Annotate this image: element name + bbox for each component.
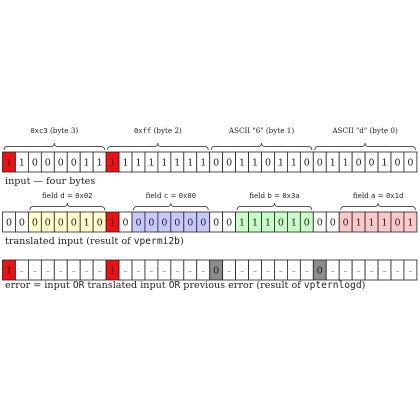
bit-placeholder: – xyxy=(278,266,283,276)
brace xyxy=(237,203,312,210)
bit-placeholder: – xyxy=(227,266,232,276)
bit-value: 1 xyxy=(290,157,297,169)
bit-value: 1 xyxy=(252,217,259,229)
bit-value: 1 xyxy=(18,157,25,169)
bit-value: 1 xyxy=(5,265,12,277)
bit-value: 0 xyxy=(187,217,194,229)
bit-value: 1 xyxy=(83,157,90,169)
bit-value: 0 xyxy=(44,217,51,229)
bit-placeholder: – xyxy=(149,266,154,276)
bit-value: 0 xyxy=(213,157,220,169)
bit-value: 1 xyxy=(342,157,349,169)
bit-value: 0 xyxy=(96,217,103,229)
bit-value: 0 xyxy=(135,217,142,229)
bit-value: 1 xyxy=(109,265,116,277)
bit-value: 0 xyxy=(342,217,349,229)
bit-value: 0 xyxy=(31,217,38,229)
bit-value: 0 xyxy=(368,157,375,169)
bit-value: 0 xyxy=(394,157,401,169)
brace xyxy=(341,203,416,210)
bit-value: 0 xyxy=(226,217,233,229)
bit-placeholder: – xyxy=(45,266,50,276)
brace-label: 0xc3 (byte 3) xyxy=(30,126,79,135)
row-caption: error = input OR translated input OR previous error (result of vpternlogd) xyxy=(5,280,366,291)
brace xyxy=(315,143,416,150)
bit-value: 0 xyxy=(316,265,323,277)
bit-placeholder: – xyxy=(395,266,400,276)
bit-value: 0 xyxy=(213,217,220,229)
bit-placeholder: – xyxy=(369,266,374,276)
bit-value: 0 xyxy=(355,157,362,169)
brace xyxy=(134,203,209,210)
bit-placeholder: – xyxy=(240,266,245,276)
bit-value: 0 xyxy=(57,217,64,229)
bit-value: 1 xyxy=(381,157,388,169)
bit-value: 0 xyxy=(226,157,233,169)
bit-placeholder: – xyxy=(330,266,335,276)
bit-value: 0 xyxy=(5,217,12,229)
bit-value: 0 xyxy=(277,217,284,229)
bit-value: 1 xyxy=(239,157,246,169)
bit-placeholder: – xyxy=(97,266,102,276)
bit-value: 0 xyxy=(57,157,64,169)
bit-placeholder: – xyxy=(343,266,348,276)
bit-value: 1 xyxy=(239,217,246,229)
bit-placeholder: – xyxy=(408,266,413,276)
bit-value: 1 xyxy=(109,157,116,169)
bit-placeholder: – xyxy=(19,266,24,276)
brace xyxy=(108,143,209,150)
bit-placeholder: – xyxy=(162,266,167,276)
bit-value: 1 xyxy=(96,157,103,169)
bit-value: 0 xyxy=(200,217,207,229)
bit-value: 1 xyxy=(355,217,362,229)
bit-value: 0 xyxy=(18,217,25,229)
bit-placeholder: – xyxy=(84,266,89,276)
row-caption: translated input (result of vpermi2b) xyxy=(5,236,184,247)
bit-value: 0 xyxy=(394,217,401,229)
bit-value: 1 xyxy=(200,157,207,169)
bit-value: 1 xyxy=(329,157,336,169)
bit-value: 1 xyxy=(161,157,168,169)
brace-label: ASCII "6" (byte 1) xyxy=(228,126,295,135)
bit-value: 0 xyxy=(264,157,271,169)
bit-placeholder: – xyxy=(175,266,180,276)
bit-value: 1 xyxy=(122,157,129,169)
bit-value: 0 xyxy=(174,217,181,229)
bit-placeholder: – xyxy=(304,266,309,276)
bit-value: 1 xyxy=(174,157,181,169)
error-row xyxy=(3,260,417,291)
bit-value: 1 xyxy=(264,217,271,229)
bit-value: 1 xyxy=(381,217,388,229)
bit-placeholder: – xyxy=(265,266,270,276)
bit-value: 1 xyxy=(83,217,90,229)
bit-placeholder: – xyxy=(253,266,258,276)
bit-placeholder: – xyxy=(58,266,63,276)
bit-placeholder: – xyxy=(32,266,37,276)
bit-value: 1 xyxy=(407,217,414,229)
bit-placeholder: – xyxy=(123,266,128,276)
bit-value: 1 xyxy=(252,157,259,169)
bit-value: 1 xyxy=(148,157,155,169)
bit-value: 0 xyxy=(44,157,51,169)
bit-value: 0 xyxy=(122,217,129,229)
brace-label: field b = 0x3a xyxy=(249,191,300,200)
translated-row xyxy=(3,191,417,247)
bit-value: 0 xyxy=(70,217,77,229)
bit-placeholder: – xyxy=(71,266,76,276)
bit-value: 0 xyxy=(213,265,220,277)
bit-value: 0 xyxy=(148,217,155,229)
bit-placeholder: – xyxy=(201,266,206,276)
bit-value: 1 xyxy=(5,157,12,169)
bit-value: 1 xyxy=(368,217,375,229)
brace-label: ASCII "d" (byte 0) xyxy=(332,126,398,135)
bit-value: 0 xyxy=(316,157,323,169)
brace-label: 0xff (byte 2) xyxy=(133,126,182,135)
bit-value: 0 xyxy=(161,217,168,229)
brace-label: field d = 0x02 xyxy=(42,191,93,200)
brace-label: field a = 0x1d xyxy=(352,191,404,200)
bit-placeholder: – xyxy=(188,266,193,276)
bit-value: 1 xyxy=(187,157,194,169)
bit-placeholder: – xyxy=(291,266,296,276)
bit-placeholder: – xyxy=(356,266,361,276)
input-row xyxy=(3,126,417,187)
brace xyxy=(30,203,105,210)
bit-placeholder: – xyxy=(382,266,387,276)
bit-value: 0 xyxy=(303,217,310,229)
bit-value: 1 xyxy=(277,157,284,169)
bit-value: 0 xyxy=(70,157,77,169)
brace xyxy=(211,143,312,150)
bit-placeholder: – xyxy=(136,266,141,276)
bit-value: 0 xyxy=(329,217,336,229)
bit-value: 1 xyxy=(135,157,142,169)
row-caption: input — four bytes xyxy=(5,176,96,187)
bit-value: 0 xyxy=(316,217,323,229)
bit-value: 0 xyxy=(407,157,414,169)
bit-value: 0 xyxy=(303,157,310,169)
brace-label: field c = 0x00 xyxy=(145,191,197,200)
bit-value: 1 xyxy=(290,217,297,229)
brace xyxy=(4,143,105,150)
bit-value: 1 xyxy=(109,217,116,229)
bit-value: 0 xyxy=(31,157,38,169)
